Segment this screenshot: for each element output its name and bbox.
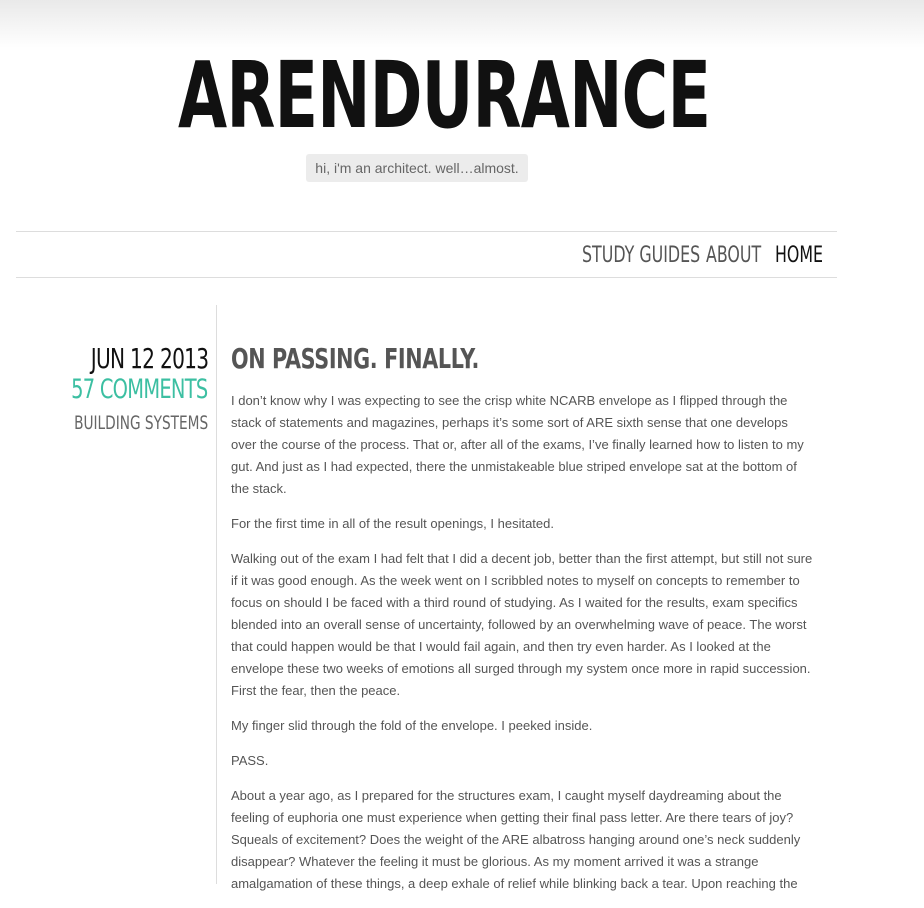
site-tagline: hi, i'm an architect. well…almost. [306,154,528,182]
post-category-link[interactable]: BUILDING SYSTEMS [73,412,208,434]
post-paragraph: I don’t know why I was expecting to see the crisp white NCARB envelope as I flipped through the stack of statements and magazines, perhaps it’s some sort of ARE sixth sense that one develops over the course of the process. That or, after all of the exams, I’ve finally learned how to listen to my gut. And just as I had expected, there the unmistakeable blue striped envelope sat at the bottom of the stack. [231,393,804,496]
main-nav [16,231,837,278]
post-comments-link[interactable]: 57 COMMENTS [71,374,208,405]
post-paragraph: For the first time in all of the result openings, I hesitated. [231,516,554,531]
site-title[interactable]: ARENDURANCE [178,42,711,149]
nav-item-home[interactable]: HOME [775,243,824,268]
post-body [231,390,813,908]
content-divider [216,305,217,884]
post-paragraph: Walking out of the exam I had felt that I did a decent job, better than the first attempt, but still not sure if it was good enough. As the week went on I scribbled notes to myself on concepts to remember to focus on should I be faced with a third round of studying. As I waited for the results, exam specifics blended into an overall sense of uncertainty, followed by an overwhelming wave of peace. The worst that could happen would be that I would fail again, and then try even harder. As I looked at the envelope these two weeks of emotions all surged through my system once more in rapid succession. First the fear, then the peace. [231,551,813,698]
nav-item-study-guides[interactable]: STUDY GUIDES [582,243,701,268]
post-paragraph: My finger slid through the fold of the envelope. I peeked inside. [231,718,593,733]
post-paragraph: PASS. [231,753,269,768]
nav-item-about[interactable]: ABOUT [706,243,762,268]
post-date: JUN 12 2013 [90,342,208,375]
post-paragraph: About a year ago, as I prepared for the structures exam, I caught myself daydreaming about the feeling of euphoria one must experience when getting their final pass letter. Are there tears of joy? Squeals of excitement? Does the weight of the ARE albatross hanging around one’s neck suddenly disappear? Whatever the feeling it must be glorious. As my moment arrived it was a strange amalgamation of these things, a deep exhale of relief while blinking back a tear. Upon reaching the [231,788,801,891]
post-title[interactable]: ON PASSING. FINALLY. [231,342,480,375]
